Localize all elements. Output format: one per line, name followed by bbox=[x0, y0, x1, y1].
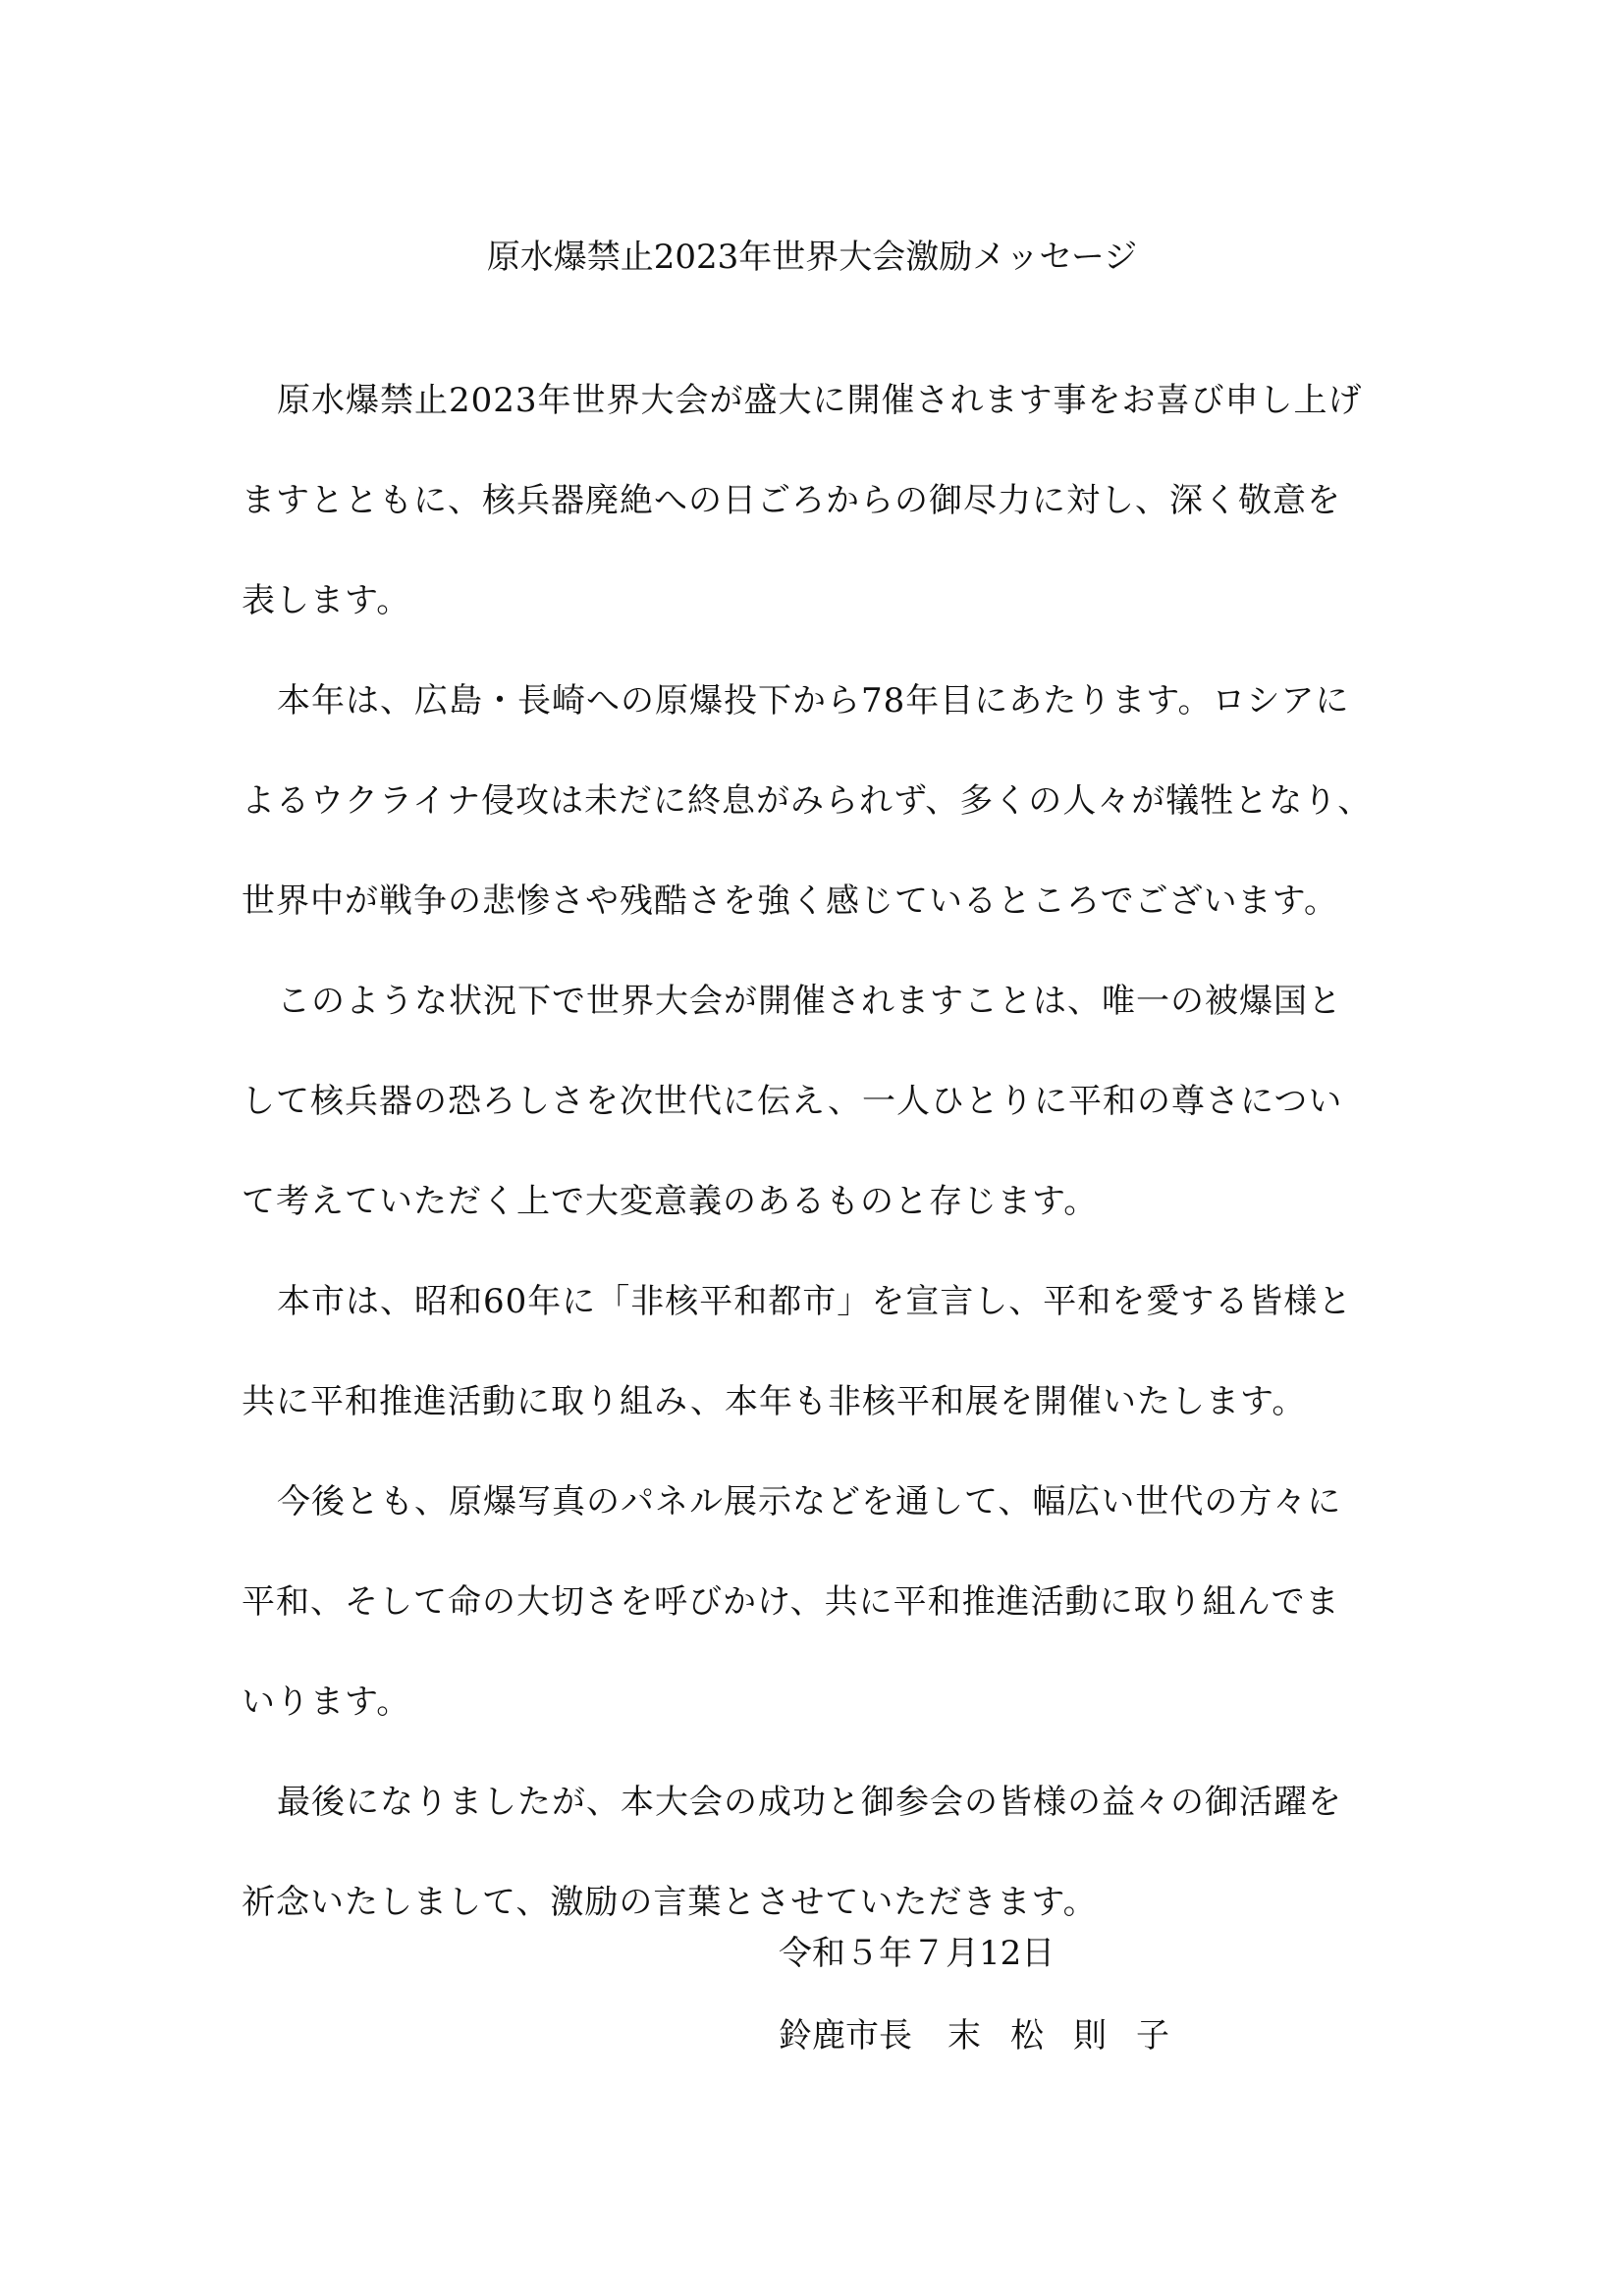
body-line: 本年は、広島・長崎への原爆投下から78年目にあたります。ロシアに bbox=[277, 681, 1350, 721]
body-line: 最後になりましたが、本大会の成功と御参会の皆様の益々の御活躍を bbox=[277, 1783, 1342, 1822]
document-date: 令和５年７月12日 bbox=[779, 1934, 1056, 1973]
signer-name: 末松則子 bbox=[947, 2016, 1199, 2056]
body-line: て考えていただく上で大変意義のあるものと存じます。 bbox=[242, 1182, 1099, 1221]
body-line: 原水爆禁止2023年世界大会が盛大に開催されます事をお喜び申し上げ bbox=[277, 381, 1363, 420]
body-line: このような状況下で世界大会が開催されますことは、唯一の被爆国と bbox=[277, 982, 1342, 1021]
body-line: よるウクライナ侵攻は未だに終息がみられず、多くの人々が犠牲となり、 bbox=[242, 781, 1373, 821]
document-body bbox=[242, 367, 1390, 1969]
document-title: 原水爆禁止2023年世界大会激励メッセージ bbox=[486, 238, 1138, 277]
body-line: 本市は、昭和60年に「非核平和都市」を宣言し、平和を愛する皆様と bbox=[277, 1282, 1353, 1321]
body-line: ますとともに、核兵器廃絶への日ごろからの御尽力に対し、深く敬意を bbox=[242, 481, 1341, 520]
closing-block bbox=[779, 1924, 1199, 2089]
body-line: 今後とも、原爆写真のパネル展示などを通して、幅広い世代の方々に bbox=[277, 1482, 1342, 1522]
body-line: 共に平和推進活動に取り組み、本年も非核平和展を開催いたします。 bbox=[242, 1382, 1307, 1421]
body-line: 世界中が戦争の悲惨さや残酷さを強く感じているところでございます。 bbox=[242, 881, 1338, 921]
body-line: 表します。 bbox=[242, 581, 411, 620]
body-line: して核兵器の恐ろしさを次世代に伝え、一人ひとりに平和の尊さについ bbox=[242, 1082, 1343, 1121]
body-line: 祈念いたしまして、激励の言葉とさせていただきます。 bbox=[242, 1883, 1098, 1922]
signature-line bbox=[779, 2006, 1199, 2089]
signer-title: 鈴鹿市長 bbox=[779, 2016, 912, 2056]
body-line: いります。 bbox=[242, 1682, 411, 1722]
body-line: 平和、そして命の大切さを呼びかけ、共に平和推進活動に取り組んでま bbox=[242, 1582, 1340, 1622]
